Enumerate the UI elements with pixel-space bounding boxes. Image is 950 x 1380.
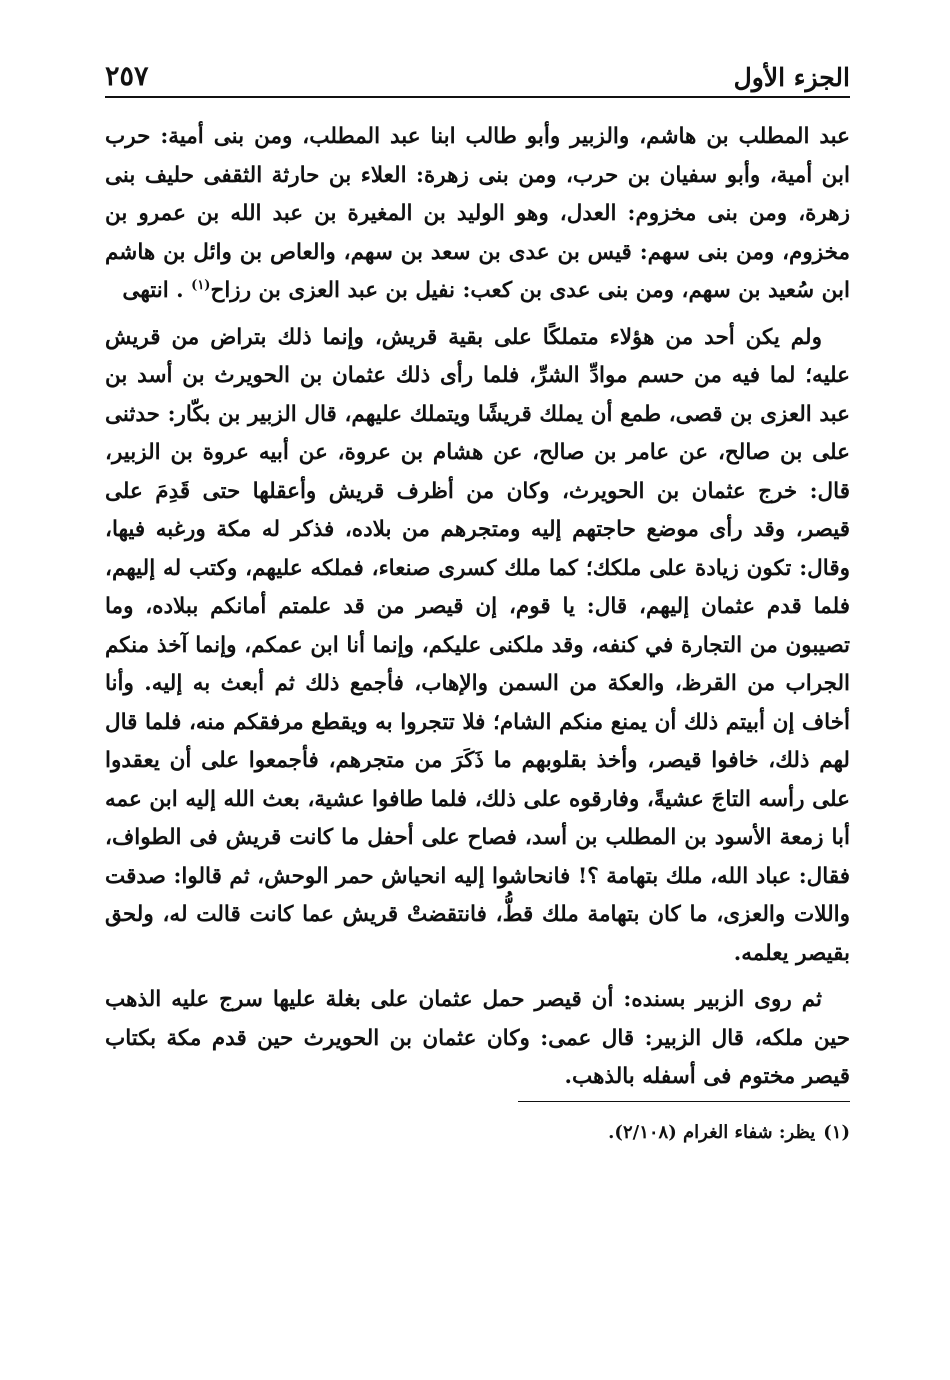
page-number: ٢٥٧ [105, 61, 149, 92]
paragraph-2: ولم يكن أحد من هؤلاء متملكًا على بقية قريش، وإنما ذلك بتراض من قريش عليه؛ لما فيه من حسم موادِّ الشرِّ، فلما رأى ذلك عثمان بن الحويرث بن أسد بن عبد العزى بن قصى، طمع أن يملك قريشًا ويتملك عليهم، قال الزبير بن بكّار: حدثنى على بن صالح، عن عامر بن صالح، عن هشام بن عروة، عن أبيه عروة بن الزبير، قال: خرج عثمان بن الحويرث، وكان من أظرف قريش وأعقلها حتى قَدِمَ على قيصر، وقد رأى موضع حاجتهم إليه ومتجرهم من بلاده، فذكر له مكة ورغبه فيها، وقال: تكون زيادة على ملكك؛ كما ملك كسرى صنعاء، فملكه عليهم، وكتب له إليهم، فلما قدم عثمان إليهم، قال: يا قوم، إن قيصر من قد علمتم أمانكم ببلاده، وما تصيبون من التجارة في كنفه، وقد ملكنى عليكم، وإنما أنا ابن عمكم، وإنما آخذ منكم الجراب من القرظ، والعكة من السمن والإهاب، فأجمع ذلك ثم أبعث به إليه. وأنا أخاف إن أبيتم ذلك أن يمنع منكم الشام؛ فلا تتجروا به ويقطع مرفقكم منه، فلما قال لهم ذلك، خافوا قيصر، وأخذ بقلوبهم ما ذَكَرَ من متجرهم، فأجمعوا على أن يعقدوا على رأسه التاجَ عشيةً، وفارقوه على ذلك، فلما طافوا عشية، بعث الله إليه ابن عمه أبا زمعة الأسود بن المطلب بن أسد، فصاح على أحفل ما كانت قريش فى الطواف، فقال: عباد الله، ملك بتهامة ؟! فانحاشوا إليه انحياش حمر الوحش، ثم قالوا: صدقت واللات والعزى، ما كان بتهامة ملك قطُّ، فانتقضتْ قريش عما كانت قالت له، ولحق بقيصر يعلمه. [105, 324, 850, 966]
footnote-divider [518, 1101, 850, 1102]
footnotes [105, 1118, 850, 1148]
paragraph-1 [105, 118, 850, 311]
body-text [105, 118, 850, 1097]
paragraph-tail: . انتهى [122, 278, 192, 303]
page-header [105, 40, 850, 98]
paragraph-text: عبد المطلب بن هاشم، والزبير وأبو طالب ابنا عبد المطلب، ومن بنى أمية: حرب ابن أمية، وأبو سفيان بن حرب، ومن بنى زهرة: العلاء بن حارثة الثقفى حليف بنى زهرة، ومن بنى مخزوم: العدل، وهو الوليد بن المغيرة بن عبد الله بن عمرو بن مخزوم، ومن بنى سهم: قيس بن عدى بن سعد بن سهم، والعاص بن وائل بن هاشم ابن سُعيد بن سهم، ومن بنى عدى بن كعب: نفيل بن عبد العزى بن رزاح [105, 124, 850, 303]
book-page [105, 40, 850, 1148]
footnote-reference: (١) [191, 277, 211, 293]
footnote-item [105, 1118, 850, 1148]
footnote-text: يظر: شفاء الغرام (٢/١٠٨). [608, 1121, 816, 1143]
running-title: الجزء الأول [733, 63, 850, 92]
footnote-marker: (١) [823, 1121, 850, 1143]
paragraph-3: ثم روى الزبير بسنده: أن قيصر حمل عثمان على بغلة عليها سرج عليه الذهب حين ملكه، قال الزبير: قال عمى: وكان عثمان بن الحويرث حين قدم مكة بكتاب قيصر مختوم فى أسفله بالذهب. [105, 987, 850, 1089]
